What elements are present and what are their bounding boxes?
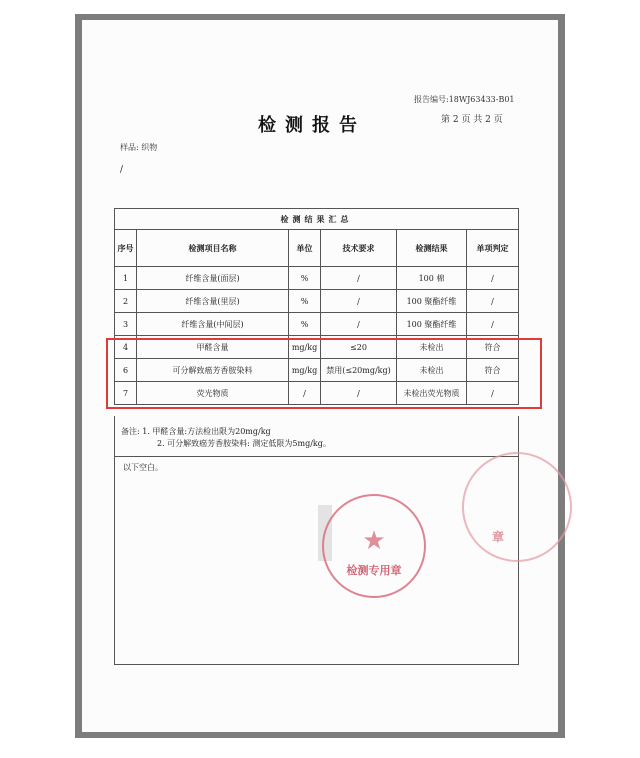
unit: % <box>289 290 321 313</box>
seal-text: 检测专用章 <box>346 564 402 577</box>
column-header: 单项判定 <box>467 230 519 267</box>
verdict: / <box>467 382 519 405</box>
remarks-box <box>114 416 519 665</box>
item-name: 纤维含量(面层) <box>137 267 289 290</box>
remark-line-1: 备注: 1. 甲醛含量:方法检出限为20mg/kg <box>121 427 271 436</box>
column-header: 技术要求 <box>321 230 397 267</box>
remarks <box>121 426 331 450</box>
divider <box>115 456 518 457</box>
row-number: 1 <box>115 267 137 290</box>
sample-slash: / <box>120 165 124 175</box>
item-name: 甲醛含量 <box>137 336 289 359</box>
official-seal <box>322 494 426 598</box>
unit: / <box>289 382 321 405</box>
verdict: / <box>467 267 519 290</box>
result: 未检出 <box>397 336 467 359</box>
column-header: 单位 <box>289 230 321 267</box>
item-name: 荧光物质 <box>137 382 289 405</box>
report-title: 检测报告 <box>258 115 366 136</box>
row-number: 3 <box>115 313 137 336</box>
unit: % <box>289 313 321 336</box>
requirement: / <box>321 267 397 290</box>
partial-seal-text: 章 <box>492 530 505 544</box>
star-icon: ★ <box>362 526 386 556</box>
result: 100 聚酯纤维 <box>397 313 467 336</box>
column-header: 序号 <box>115 230 137 267</box>
verdict: 符合 <box>467 336 519 359</box>
requirement: / <box>321 313 397 336</box>
report-number: 报告编号:18WJ63433-B01 <box>414 95 515 104</box>
blank-note: 以下空白。 <box>123 463 163 472</box>
unit: mg/kg <box>289 359 321 382</box>
sample-label: 样品: 织物 <box>120 143 158 152</box>
item-name: 可分解致癌芳香胺染料 <box>137 359 289 382</box>
unit: % <box>289 267 321 290</box>
row-number: 2 <box>115 290 137 313</box>
verdict: / <box>467 290 519 313</box>
summary-title: 检测结果汇总 <box>115 209 519 230</box>
row-number: 6 <box>115 359 137 382</box>
table-header-row <box>115 230 519 267</box>
table-row <box>115 290 519 313</box>
column-header: 检测结果 <box>397 230 467 267</box>
unit: mg/kg <box>289 336 321 359</box>
item-name: 纤维含量(里层) <box>137 290 289 313</box>
column-header: 检测项目名称 <box>137 230 289 267</box>
table-row <box>115 313 519 336</box>
page-number: 第 2 页 共 2 页 <box>441 115 503 125</box>
result: 100 聚酯纤维 <box>397 290 467 313</box>
item-name: 纤维含量(中间层) <box>137 313 289 336</box>
result: 100 棉 <box>397 267 467 290</box>
result: 未检出 <box>397 359 467 382</box>
verdict: 符合 <box>467 359 519 382</box>
row-number: 7 <box>115 382 137 405</box>
requirement: / <box>321 290 397 313</box>
table-row <box>115 267 519 290</box>
requirement: ≤20 <box>321 336 397 359</box>
requirement: / <box>321 382 397 405</box>
partial-seal <box>462 452 572 562</box>
result: 未检出荧光物质 <box>397 382 467 405</box>
highlight-box <box>106 338 542 409</box>
verdict: / <box>467 313 519 336</box>
remark-line-2: 2. 可分解致癌芳香胺染料: 测定低限为5mg/kg。 <box>157 439 331 448</box>
requirement: 禁用(≤20mg/kg) <box>321 359 397 382</box>
row-number: 4 <box>115 336 137 359</box>
